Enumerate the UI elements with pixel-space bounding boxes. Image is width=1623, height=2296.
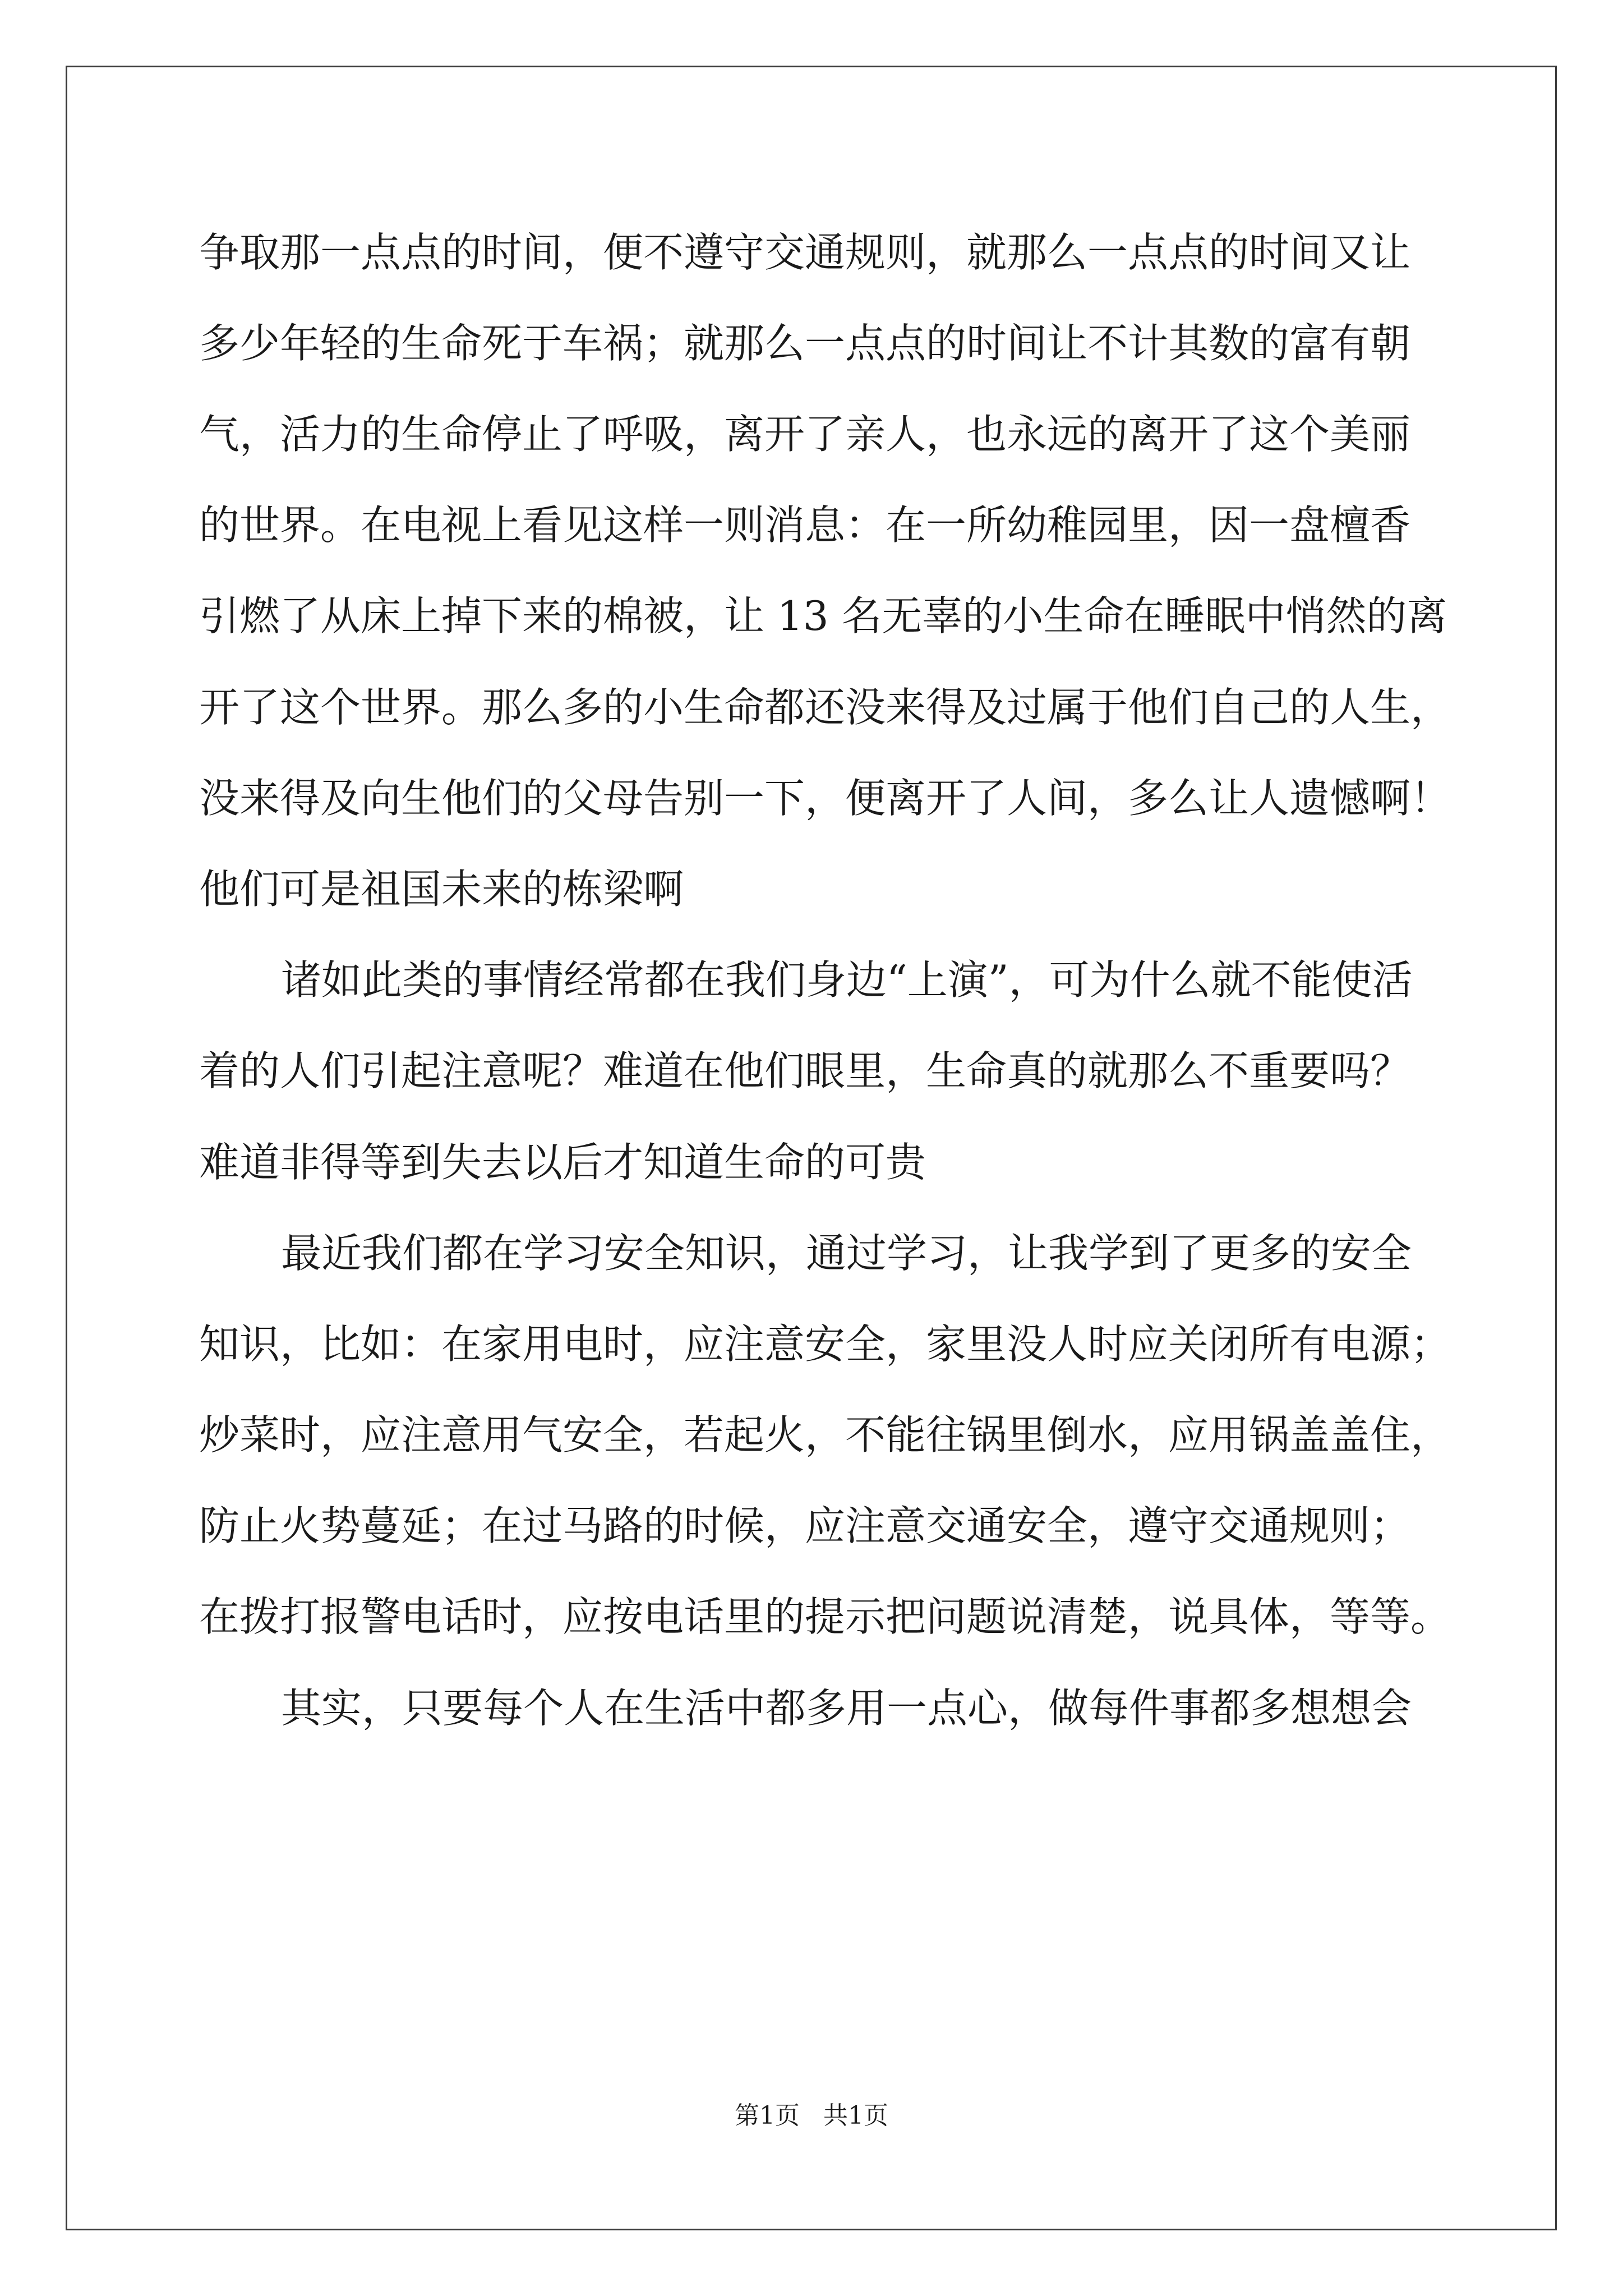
- text-line: 引燃了从床上掉下来的棉被，让 13 名无辜的小生命在睡眠中悄然的离: [199, 592, 1447, 639]
- paragraph-first-line: 最近我们都在学习安全知识，通过学习，让我学到了更多的安全: [281, 1230, 1412, 1277]
- text-line: 知识，比如：在家用电时，应注意安全，家里没人时应关闭所有电源；: [199, 1320, 1451, 1368]
- text-line: 炒菜时，应注意用气安全，若起火，不能往锅里倒水，应用锅盖盖住，: [199, 1411, 1451, 1458]
- page-footer: 第1页 共1页: [735, 2101, 888, 2130]
- text-line: 多少年轻的生命死于车祸；就那么一点点的时间让不计其数的富有朝: [199, 320, 1411, 367]
- text-line: 他们可是祖国未来的栋梁啊: [199, 866, 684, 913]
- text-line: 争取那一点点的时间，便不遵守交通规则，就那么一点点的时间又让: [199, 229, 1411, 276]
- paragraph-first-line: 其实，只要每个人在生活中都多用一点心，做每件事都多想想会: [281, 1685, 1412, 1732]
- paragraph-first-line: 诸如此类的事情经常都在我们身边“上演”，可为什么就不能使活: [281, 956, 1413, 1004]
- text-line: 防止火势蔓延；在过马路的时候，应注意交通安全，遵守交通规则；: [199, 1502, 1411, 1549]
- text-line: 着的人们引起注意呢？难道在他们眼里，生命真的就那么不重要吗？: [199, 1047, 1411, 1094]
- text-line: 难道非得等到失去以后才知道生命的可贵: [199, 1139, 926, 1186]
- text-line: 在拨打报警电话时，应按电话里的提示把问题说清楚，说具体，等等。: [199, 1593, 1451, 1640]
- text-line: 气，活力的生命停止了呼吸，离开了亲人，也永远的离开了这个美丽: [199, 411, 1411, 458]
- text-line: 开了这个世界。那么多的小生命都还没来得及过属于他们自己的人生，: [199, 684, 1451, 731]
- text-line: 的世界。在电视上看见这样一则消息：在一所幼稚园里，因一盘檀香: [199, 501, 1411, 549]
- text-line: 没来得及向生他们的父母告别一下，便离开了人间，多么让人遗憾啊！: [199, 775, 1451, 822]
